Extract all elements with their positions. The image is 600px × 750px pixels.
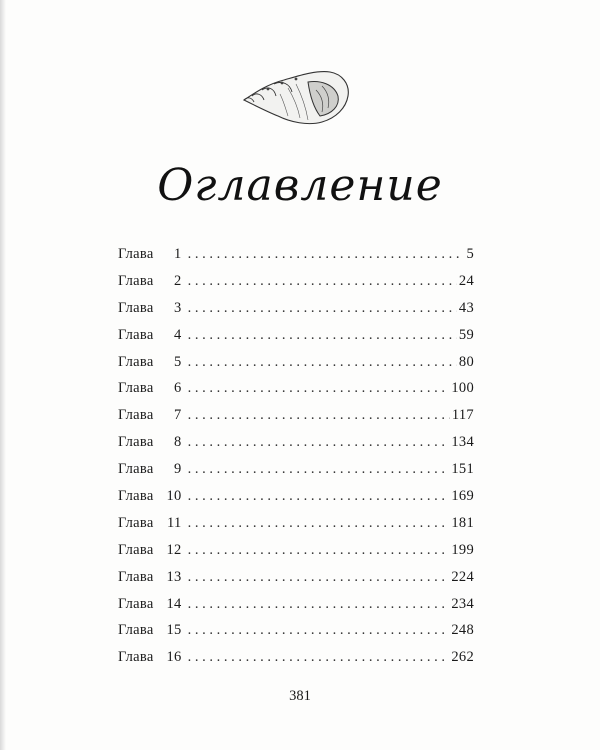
toc-leader-dots [188,327,457,344]
toc-chapter-word: Глава [118,514,154,531]
toc-leader-dots [188,542,450,559]
toc-chapter-word: Глава [118,434,154,451]
toc-chapter-word: Глава [118,326,154,343]
toc-chapter-number: 14 [166,595,182,612]
toc-entry-label [118,542,182,559]
toc-leader-dots [188,515,450,532]
toc-entry[interactable] [118,246,474,273]
toc-entry[interactable] [118,542,474,569]
toc-chapter-number: 5 [174,353,182,370]
toc-leader-dots [188,569,450,586]
toc-chapter-word: Глава [118,353,154,370]
toc-page-number: 262 [451,649,474,666]
toc-chapter-number: 8 [174,434,182,451]
toc-chapter-number: 1 [174,246,182,262]
toc-chapter-number: 2 [174,272,182,289]
toc-entry[interactable] [118,461,474,488]
toc-entry[interactable] [118,407,474,434]
toc-page-number: 181 [451,514,474,531]
toc-chapter-number: 9 [174,461,182,478]
toc-entry[interactable] [118,273,474,300]
toc-chapter-word: Глава [118,541,154,558]
toc-leader-dots [188,246,465,263]
toc-leader-dots [188,300,457,317]
toc-leader-dots [188,380,450,397]
toc-chapter-word: Глава [118,461,154,478]
toc-page-number: 248 [451,622,474,639]
toc-entry-label [118,461,182,478]
toc-chapter-number: 12 [166,541,182,558]
toc-entry[interactable] [118,300,474,327]
toc-leader-dots [188,596,450,613]
toc-entry-label [118,569,182,586]
toc-page-number: 224 [451,568,474,585]
toc-chapter-number: 6 [174,380,182,397]
toc-page-number: 134 [451,434,474,451]
toc-entry[interactable] [118,434,474,461]
toc-chapter-word: Глава [118,649,154,666]
toc-page-number: 59 [458,326,474,343]
toc-page-number: 199 [451,541,474,558]
toc-entry-label [118,596,182,613]
toc-entry-label [118,300,182,317]
toc-leader-dots [188,354,457,371]
toc-leader-dots [188,488,450,505]
toc-chapter-word: Глава [118,246,154,262]
toc-page-number: 234 [451,595,474,612]
page-title: Оглавление [157,160,443,211]
toc-chapter-word: Глава [118,622,154,639]
toc-chapter-word: Глава [118,380,154,397]
toc-chapter-number: 7 [174,407,182,424]
toc-entry-label [118,380,182,397]
toc-chapter-word: Глава [118,272,154,289]
toc-entry-label [118,649,182,666]
toc-leader-dots [188,649,450,666]
toc-leader-dots [188,622,450,639]
toc-entry[interactable] [118,327,474,354]
toc-leader-dots [188,273,457,290]
toc-page-number: 43 [458,299,474,316]
toc-chapter-number: 10 [166,488,182,505]
table-of-contents [118,246,474,676]
toc-chapter-number: 4 [174,326,182,343]
toc-page-number: 24 [458,272,474,289]
toc-chapter-word: Глава [118,568,154,585]
toc-leader-dots [188,434,450,451]
seashell-icon [238,62,358,132]
toc-page-number: 5 [466,246,474,262]
toc-chapter-number: 16 [166,649,182,666]
toc-entry-label [118,407,182,424]
toc-entry[interactable] [118,596,474,623]
toc-entry[interactable] [118,649,474,676]
page-gutter-shadow [0,0,6,750]
toc-entry[interactable] [118,488,474,515]
toc-chapter-number: 11 [167,514,182,531]
toc-entry-label [118,354,182,371]
toc-page-number: 117 [451,407,474,424]
toc-chapter-number: 3 [174,299,182,316]
toc-entry-label [118,327,182,344]
toc-entry[interactable] [118,515,474,542]
toc-entry-label [118,273,182,290]
toc-page-number: 169 [451,488,474,505]
toc-entry-label [118,488,182,505]
toc-chapter-number: 15 [166,622,182,639]
toc-entry[interactable] [118,569,474,596]
toc-leader-dots [188,407,450,424]
toc-leader-dots [188,461,450,478]
toc-chapter-number: 13 [166,568,182,585]
toc-page-number: 151 [451,461,474,478]
page-number: 381 [289,688,311,704]
toc-chapter-word: Глава [118,407,154,424]
toc-chapter-word: Глава [118,488,154,505]
toc-entry-label [118,515,182,532]
toc-entry-label [118,246,182,263]
toc-entry[interactable] [118,622,474,649]
toc-page-number: 100 [451,380,474,397]
toc-chapter-word: Глава [118,595,154,612]
toc-entry-label [118,622,182,639]
toc-page-number: 80 [458,353,474,370]
toc-entry[interactable] [118,354,474,381]
toc-entry-label [118,434,182,451]
toc-entry[interactable] [118,380,474,407]
toc-chapter-word: Глава [118,299,154,316]
